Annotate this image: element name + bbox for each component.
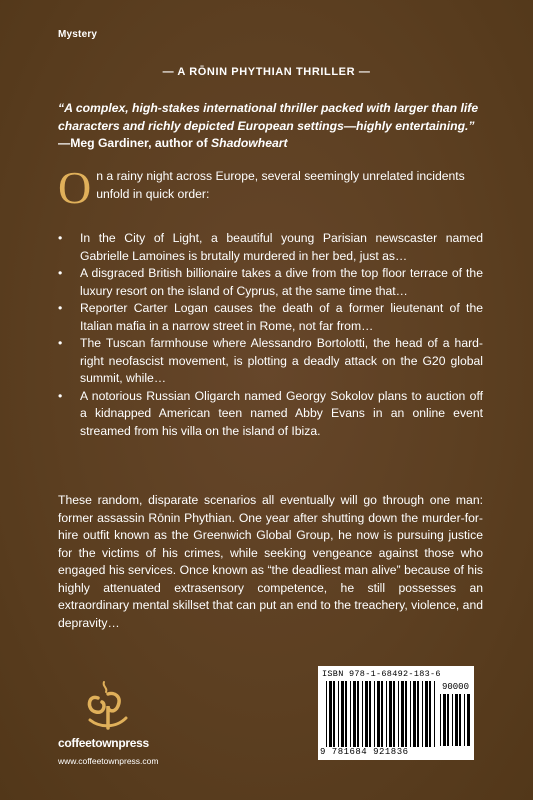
intro-paragraph (58, 162, 483, 213)
intro-text: n a rainy night across Europe, several seemingly unrelated incidents unfold in quick order: (96, 169, 465, 201)
review-quote (58, 100, 483, 153)
isbn-number: ISBN 978-1-68492-183-6 (322, 669, 441, 679)
bullet-glyph: • (58, 388, 63, 403)
drop-cap: O (58, 162, 92, 213)
bullet-glyph: • (58, 266, 63, 280)
incident-list (58, 230, 483, 440)
isbn-barcode (318, 666, 474, 760)
quote-book-title: Shadowheart (211, 136, 288, 150)
coffee-cup-icon (80, 676, 140, 734)
bullet-glyph: • (58, 231, 63, 245)
quote-attribution: —Meg Gardiner, author of (58, 136, 212, 150)
series-line: — A RŌNIN PHYTHIAN THRILLER — (162, 66, 371, 78)
barcode-digits: 9 781684 921836 (320, 747, 409, 757)
list-item: • A disgraced British billionaire takes a dive from the top floor terrace of the luxury resort on the island of Cyprus, at the same time that… (58, 266, 483, 298)
list-item: • A notorious Russian Oligarch named Georgy Sokolov plans to auction off a kidnapped American teen named Abby Evans in an online event streamed from his villa on the island of Ibiza. (58, 388, 483, 438)
barcode-bars (326, 681, 436, 747)
summary-paragraph: These random, disparate scenarios all eventually will go through one man: former assassin Rōnin Phythian. One year after shutting down the murder-for-hire outfit known as the Greenwich Global Group, he now is pursuing justice for the victims of his crimes, while seeking vengeance against those who engaged his services. Once known as “the deadliest man alive” because of his highly attenuated extrasensory competence, he still possesses an extraordinary mental skillset that can put an end to the treachery, violence, and depravity… (58, 493, 483, 630)
list-item: • In the City of Light, a beautiful young Parisian newscaster named Gabrielle Lamoines is brutally murdered in her bed, just as… (58, 231, 483, 263)
bullet-glyph: • (58, 336, 63, 350)
list-item: • The Tuscan farmhouse where Alessandro Bortolotti, the head of a hard-right neofascist movement, is plotting a deadly attack on the G20 global summit, while… (58, 336, 483, 385)
publisher-url: www.coffeetownpress.com (58, 756, 159, 766)
quote-text: “A complex, high-stakes international thriller packed with larger than life characters and richly depicted European settings—highly entertaining.” (58, 101, 479, 133)
publisher-logo (58, 676, 218, 766)
publisher-name: coffeetownpress (58, 736, 149, 750)
genre-label: Mystery (58, 29, 98, 40)
list-item: • Reporter Carter Logan causes the death of a former lieutenant of the Italian mafia in a narrow street in Rome, not far from… (58, 301, 483, 333)
bullet-glyph: • (58, 301, 63, 315)
addon-barcode-bars (440, 694, 470, 746)
price-code: 90000 (441, 682, 469, 692)
